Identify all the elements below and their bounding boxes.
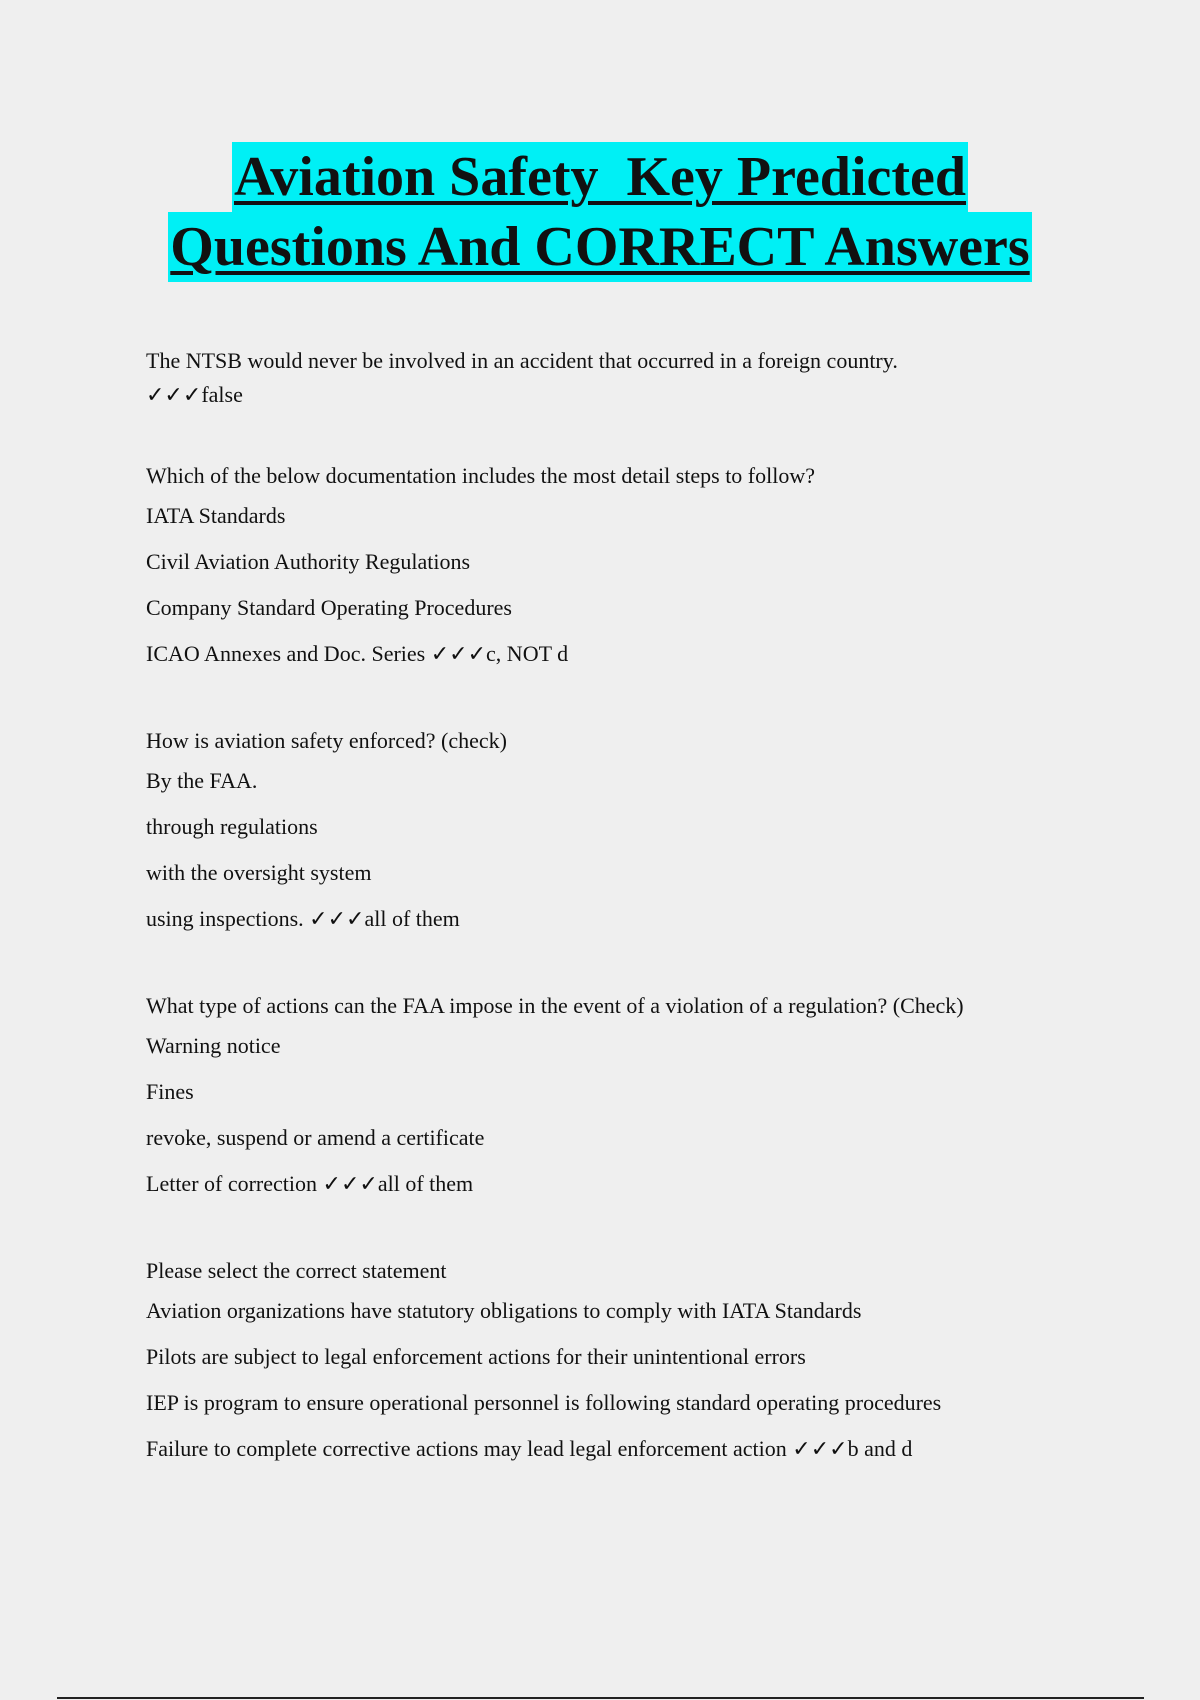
option-line: IEP is program to ensure operational personnel is following standard operating procedures <box>146 1390 942 1415</box>
check-marks: ✓✓✓ <box>146 383 202 408</box>
answer-text: all of them <box>364 906 460 931</box>
option-line: Fines <box>146 1079 194 1104</box>
answer-text: b and d <box>847 1436 913 1461</box>
check-marks: ✓✓✓ <box>322 1172 378 1197</box>
page-bottom-divider <box>57 1697 1144 1699</box>
document-title <box>0 142 1200 282</box>
option-text: Letter of correction <box>146 1171 323 1196</box>
check-marks: ✓✓✓ <box>792 1437 848 1462</box>
option-line: Warning notice <box>146 1033 281 1058</box>
title-line-1: Aviation Safety Key Predicted <box>232 142 968 212</box>
answer-text: false <box>201 382 243 407</box>
question-text: How is aviation safety enforced? (check) <box>146 728 508 753</box>
question-text: Which of the below documentation includes the most detail steps to follow? <box>146 463 816 488</box>
answer-line <box>146 378 1086 413</box>
question-text: What type of actions can the FAA impose in the event of a violation of a regulation? (Check) <box>146 993 964 1018</box>
question-block-5 <box>146 1254 1086 1473</box>
answer-line <box>146 1426 1086 1473</box>
answer-text: c, NOT d <box>486 641 569 666</box>
option-line: Pilots are subject to legal enforcement actions for their unintentional errors <box>146 1344 806 1369</box>
title-line-2: Questions And CORRECT Answers <box>168 212 1031 282</box>
option-line: By the FAA. <box>146 768 258 793</box>
option-line: with the oversight system <box>146 860 372 885</box>
question-block-4 <box>146 989 1086 1208</box>
answer-line <box>146 1161 1086 1208</box>
option-line: through regulations <box>146 814 318 839</box>
answer-line <box>146 896 1086 943</box>
option-line: IATA Standards <box>146 503 286 528</box>
option-text: ICAO Annexes and Doc. Series <box>146 641 431 666</box>
option-text: Failure to complete corrective actions may lead legal enforcement action <box>146 1436 793 1461</box>
option-line: revoke, suspend or amend a certificate <box>146 1125 485 1150</box>
document-body <box>146 344 1086 1519</box>
question-text: Please select the correct statement <box>146 1258 447 1283</box>
option-line: Civil Aviation Authority Regulations <box>146 549 471 574</box>
answer-line <box>146 631 1086 678</box>
question-block-3 <box>146 724 1086 943</box>
answer-text: all of them <box>377 1171 474 1196</box>
question-block-1 <box>146 344 1086 413</box>
option-line: Company Standard Operating Procedures <box>146 595 512 620</box>
option-line: Aviation organizations have statutory obligations to comply with IATA Standards <box>146 1298 862 1323</box>
question-block-2 <box>146 459 1086 678</box>
check-marks: ✓✓✓ <box>309 907 365 932</box>
question-text: The NTSB would never be involved in an accident that occurred in a foreign country. <box>146 348 898 373</box>
check-marks: ✓✓✓ <box>430 642 487 667</box>
option-text: using inspections. <box>146 906 310 931</box>
